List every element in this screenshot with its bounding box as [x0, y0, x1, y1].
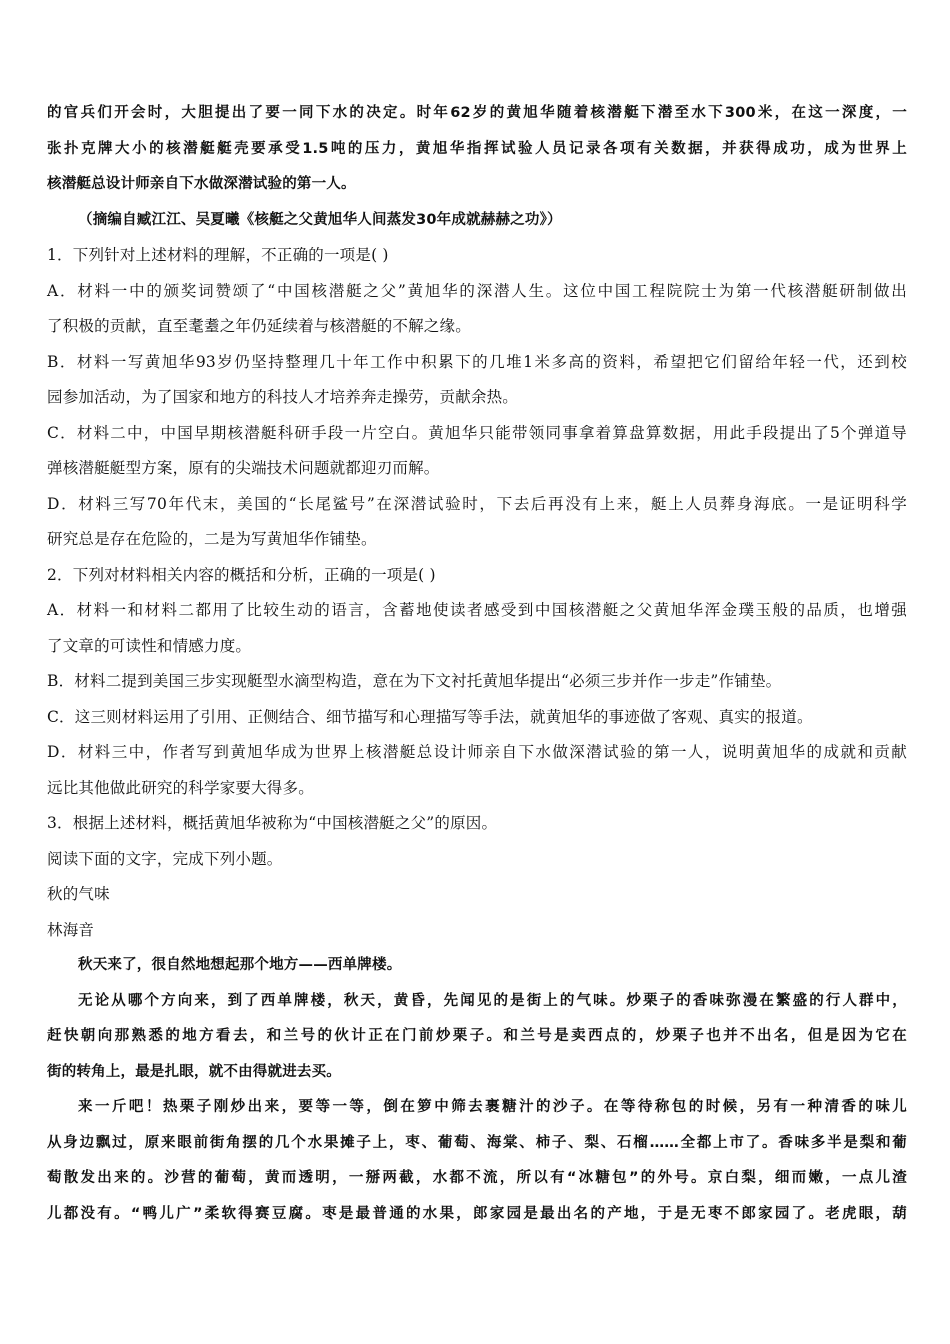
reading-paragraph-cont: 从身边飘过，原来眼前街角摆的几个水果摊子上，枣、葡萄、海棠、柿子、梨、石榴……全都上市了。香味多半是梨和葡	[47, 1134, 907, 1151]
reading-paragraph-cont: 街的转角上，最是扎眼，就不由得就进去买。	[47, 1063, 341, 1080]
question-2-option-c: C．这三则材料运用了引用、正侧结合、细节描写和心理描写等手法，就黄旭华的事迹做了客观、真实的报道。	[47, 707, 813, 726]
reading-title: 秋的气味	[47, 885, 110, 903]
reading-paragraph: 来一斤吧！热栗子刚炒出来，要等一等，倒在箩中筛去裹糖汁的沙子。在等待称包的时候，另有一种清香的味儿	[78, 1099, 907, 1115]
question-1-stem: 1．下列针对上述材料的理解，不正确的一项是( )	[47, 246, 389, 264]
reading-paragraph-cont: 萄散发出来的。沙营的葡萄，黄而透明，一掰两截，水都不流，所以有“冰糖包”的外号。京白梨，细而嫩，一点儿渣	[47, 1170, 907, 1186]
reading-author: 林海音	[47, 920, 95, 939]
passage-source: （摘编自臧江江、吴夏曦《核艇之父黄旭华人间蒸发30年成就赫赫之功》）	[78, 211, 562, 228]
question-2-option-a: A．材料一和材料二都用了比较生动的语言，含蓄地使读者感受到中国核潜艇之父黄旭华浑金璞玉般的品质，也增强	[47, 601, 907, 619]
question-1-option-b-cont: 园参加活动，为了国家和地方的科技人才培养奔走操劳，贡献余热。	[47, 388, 519, 406]
reading-paragraph: 秋天来了，很自然地想起那个地方——西单牌楼。	[78, 957, 402, 973]
question-2-option-d: D．材料三中，作者写到黄旭华成为世界上核潜艇总设计师亲自下水做深潜试验的第一人，说明黄旭华的成就和贡献	[47, 743, 907, 761]
question-2-option-d-cont: 远比其他做此研究的科学家要大得多。	[47, 778, 314, 797]
question-1-option-a-cont: 了积极的贡献，直至耄耋之年仍延续着与核潜艇的不解之缘。	[47, 317, 471, 335]
question-1-option-d: D．材料三写70年代末，美国的“长尾鲨号”在深潜试验时，下去后再没有上来，艇上人员葬身海底。一是证明科学	[47, 494, 907, 513]
passage-line: 核潜艇总设计师亲自下水做深潜试验的第一人。	[47, 176, 356, 192]
reading-paragraph-cont: 赶快朝向那熟悉的地方看去，和兰号的伙计正在门前炒栗子。和兰号是卖西点的，炒栗子也并不出名，但是因为它在	[47, 1028, 907, 1044]
question-2-option-b: B．材料二提到美国三步实现艇型水滴型构造，意在为下文衬托黄旭华提出“必须三步并作一步走”作铺垫。	[47, 672, 782, 690]
reading-paragraph: 无论从哪个方向来，到了西单牌楼，秋天，黄昏，先闻见的是街上的气味。炒栗子的香味弥漫在繁盛的行人群中，	[78, 992, 907, 1009]
reading-paragraph-cont: 儿都没有。“鸭儿广”柔软得赛豆腐。枣是最普通的水果，郎家园是最出名的产地，于是无枣不郎家园了。老虎眼，葫	[47, 1205, 907, 1222]
passage-line: 的官兵们开会时，大胆提出了要一同下水的决定。时年62岁的黄旭华随着核潜艇下潜至水下300米，在这一深度，一	[47, 105, 907, 121]
question-1-option-d-cont: 研究总是存在危险的，二是为写黄旭华作铺垫。	[47, 530, 377, 548]
question-3-stem: 3．根据上述材料，概括黄旭华被称为“中国核潜艇之父”的原因。	[47, 814, 498, 832]
passage-line: 张扑克牌大小的核潜艇艇壳要承受1.5吨的压力，黄旭华指挥试验人员记录各项有关数据，并获得成功，成为世界上	[47, 140, 907, 157]
document-page	[47, 96, 907, 1232]
question-1-option-a: A．材料一中的颁奖词赞颂了“中国核潜艇之父”黄旭华的深潜人生。这位中国工程院院士为第一代核潜艇研制做出	[47, 281, 907, 300]
question-2-stem: 2．下列对材料相关内容的概括和分析，正确的一项是( )	[47, 565, 436, 584]
question-2-option-a-cont: 了文章的可读性和情感力度。	[47, 636, 252, 655]
reading-instruction: 阅读下面的文字，完成下列小题。	[47, 849, 283, 868]
question-1-option-b: B．材料一写黄旭华93岁仍坚持整理几十年工作中积累下的几堆1米多高的资料，希望把它们留给年轻一代，还到校	[47, 352, 907, 371]
question-1-option-c-cont: 弹核潜艇艇型方案，原有的尖端技术问题就都迎刃而解。	[47, 459, 440, 477]
question-1-option-c: C．材料二中，中国早期核潜艇科研手段一片空白。黄旭华只能带领同事拿着算盘算数据，用此手段提出了5个弹道导	[47, 423, 907, 442]
